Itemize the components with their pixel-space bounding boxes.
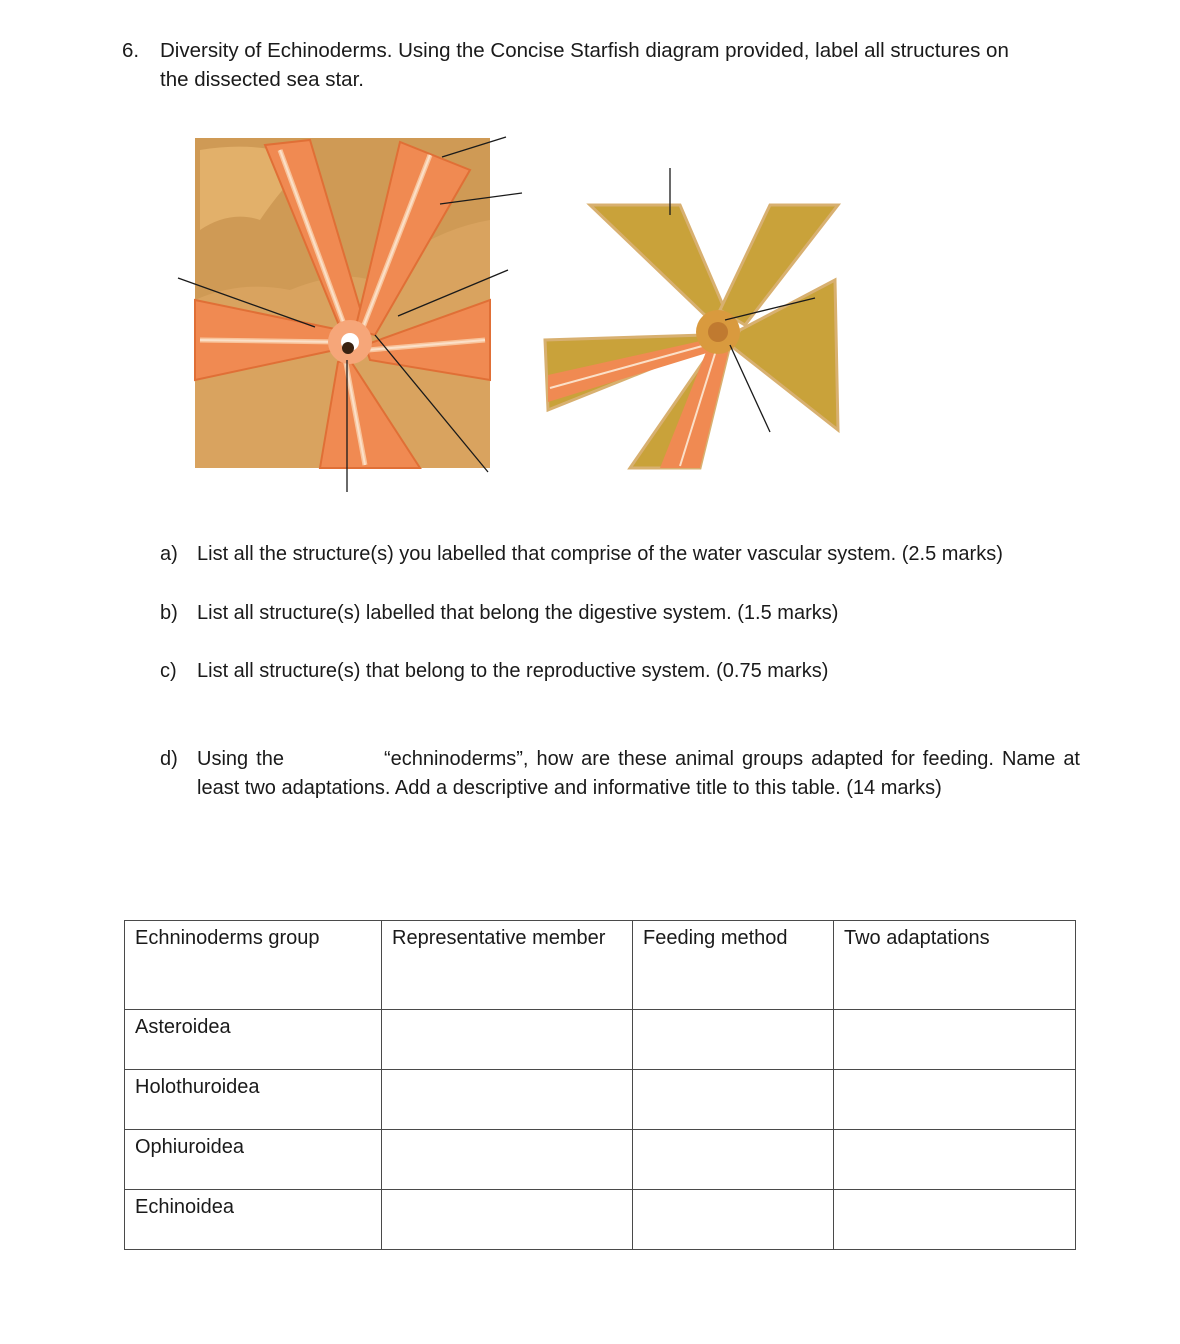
part-d-letter: d) [160, 748, 178, 770]
feeding-method-cell[interactable] [633, 1190, 834, 1250]
header-cell-feeding-method: Feeding method [633, 921, 834, 1010]
table-header-row [125, 921, 1076, 1010]
part-c-letter: c) [160, 660, 177, 682]
representative-cell[interactable] [382, 1010, 633, 1070]
dissected-sea-star-oral-view [195, 138, 490, 468]
group-cell: Holothuroidea [125, 1070, 382, 1130]
adaptations-cell[interactable] [834, 1010, 1076, 1070]
question-number: 6. [122, 39, 140, 62]
header-cell-group: Echninoderms group [125, 921, 382, 1010]
table-row [125, 1010, 1076, 1070]
adaptations-cell[interactable] [834, 1190, 1076, 1250]
question-text [160, 36, 1082, 94]
table-row [125, 1070, 1076, 1130]
table-row [125, 1130, 1076, 1190]
part-a [160, 540, 1080, 569]
part-d-text-rest: “echninoderms”, how are these animal groups adapted for feeding. Name at least two adaptations. Add a descriptive and informative title to this table. (14 marks) [197, 748, 1080, 799]
part-d-text-start: Using the [197, 748, 284, 770]
feeding-method-cell[interactable] [633, 1010, 834, 1070]
group-cell: Echinoidea [125, 1190, 382, 1250]
header-cell-representative: Representative member [382, 921, 633, 1010]
representative-cell[interactable] [382, 1130, 633, 1190]
part-c [160, 657, 1080, 686]
dissected-sea-star-aboral-view [545, 205, 838, 468]
representative-cell[interactable] [382, 1070, 633, 1130]
part-d-text [197, 745, 1080, 803]
adaptations-cell[interactable] [834, 1130, 1076, 1190]
group-cell: Asteroidea [125, 1010, 382, 1070]
part-a-letter: a) [160, 543, 178, 565]
question-6-heading [122, 36, 1082, 94]
part-b-letter: b) [160, 602, 178, 624]
part-d [160, 745, 1080, 803]
feeding-method-cell[interactable] [633, 1130, 834, 1190]
feeding-method-cell[interactable] [633, 1070, 834, 1130]
part-b [160, 599, 1080, 628]
question-title-line2: the dissected sea star. [160, 68, 364, 91]
part-a-text: List all the structure(s) you labelled that comprise of the water vascular system. (2.5 marks) [197, 543, 1003, 565]
part-b-text: List all structure(s) labelled that belong the digestive system. (1.5 marks) [197, 602, 839, 624]
part-c-text: List all structure(s) that belong to the reproductive system. (0.75 marks) [197, 660, 829, 682]
sea-star-figure-svg [170, 130, 850, 500]
adaptations-cell[interactable] [834, 1070, 1076, 1130]
question-title-line1: Diversity of Echinoderms. Using the Concise Starfish diagram provided, label all structures on [160, 39, 1009, 62]
header-cell-adaptations: Two adaptations [834, 921, 1076, 1010]
representative-cell[interactable] [382, 1190, 633, 1250]
sea-star-dissection-figure [170, 130, 850, 500]
table-row [125, 1190, 1076, 1250]
echinoderm-feeding-table [124, 920, 1076, 1250]
group-cell: Ophiuroidea [125, 1130, 382, 1190]
